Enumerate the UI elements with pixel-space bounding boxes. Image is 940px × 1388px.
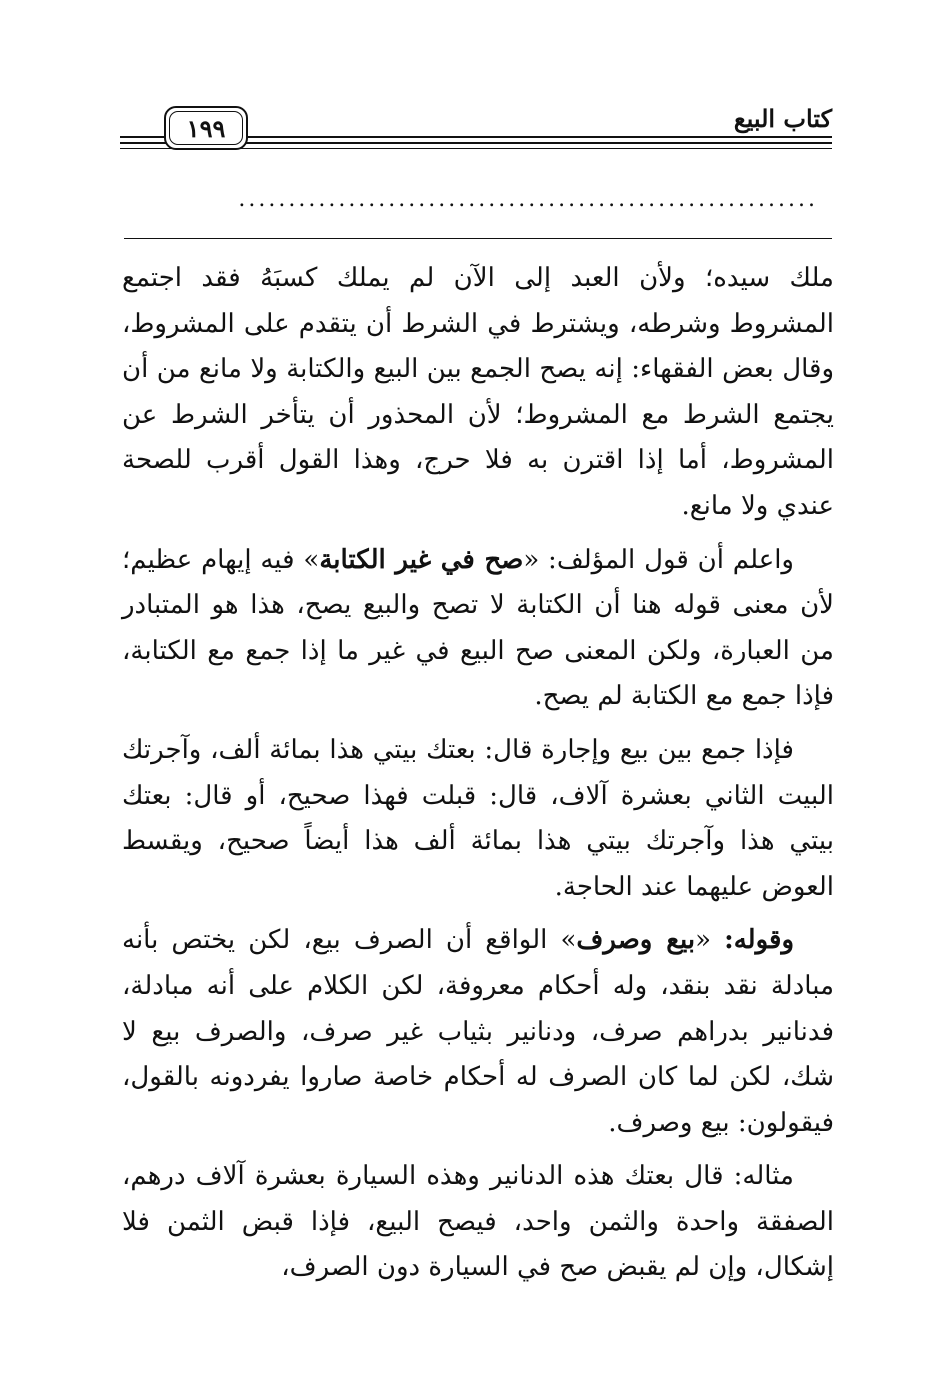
page-header xyxy=(120,96,832,166)
paragraph-4-quote: بيع وصرف xyxy=(576,925,696,956)
paragraph-2-after: » فيه إيهام عظيم؛ لأن معنى قوله هنا أن الكتابة لا تصح والبيع يصح، هذا هو المتبادر من العبارة، ولكن المعنى صح البيع في غير ما إذا جمع مع الكتابة، فإذا جمع مع الكتابة لم يصح. xyxy=(122,544,834,712)
paragraph-5: مثاله: قال بعتك هذه الدنانير وهذه السيارة بعشرة آلاف درهم، الصفقة واحدة والثمن واحد، فيصح البيع، فإذا قبض الثمن فلا إشكال، وإن لم يقبض صح في السيارة دون الصرف، xyxy=(122,1161,834,1283)
dotted-separator: .......................................................... xyxy=(238,190,818,210)
book-title: كتاب البيع xyxy=(722,104,832,133)
paragraph-2-before: واعلم أن قول المؤلف: « xyxy=(523,544,794,575)
separator-line xyxy=(124,238,832,239)
paragraph-4-before: « xyxy=(695,925,725,956)
paragraph-3: فإذا جمع بين بيع وإجارة قال: بعتك بيتي هذا بمائة ألف، وآجرتك البيت الثاني بعشرة آلاف، قال: قبلت فهذا صحيح، أو قال: بعتك بيتي هذا وآجرتك بيتي هذا بمائة ألف هذا أيضاً صحيح، ويقسط العوض عليهما عند الحاجة. xyxy=(122,734,834,902)
paragraph-2 xyxy=(122,538,834,720)
paragraph-4-lead: وقوله: xyxy=(724,925,795,956)
page-number-box xyxy=(164,106,248,150)
page-number: ١٩٩ xyxy=(186,113,226,143)
paragraph-2-quote: صح في غير الكتابة xyxy=(319,544,524,575)
paragraph-4 xyxy=(122,918,834,1146)
body-text xyxy=(122,256,834,1299)
paragraph-4-after: » الواقع أن الصرف بيع، لكن يختص بأنه مبادلة نقد بنقد، وله أحكام معروفة، لكن الكلام على أنه مبادلة، فدنانير بدراهم صرف، ودنانير بثياب غير صرف، والصرف بيع لا شك، لكن لما كان الصرف له أحكام خاصة صاروا يفردونه بالقول، فيقولون: بيع وصرف. xyxy=(122,925,834,1138)
paragraph-1: ملك سيده؛ ولأن العبد إلى الآن لم يملك كسبَهُ فقد اجتمع المشروط وشرطه، ويشترط في الشرط أن يتقدم على المشروط، وقال بعض الفقهاء: إنه يصح الجمع بين البيع والكتابة ولا مانع من أن يجتمع الشرط مع المشروط؛ لأن المحذور أن يتأخر الشرط عن المشروط، أما إذا اقترن به فلا حرج، وهذا القول أقرب للصحة عندي ولا مانع. xyxy=(122,263,834,521)
